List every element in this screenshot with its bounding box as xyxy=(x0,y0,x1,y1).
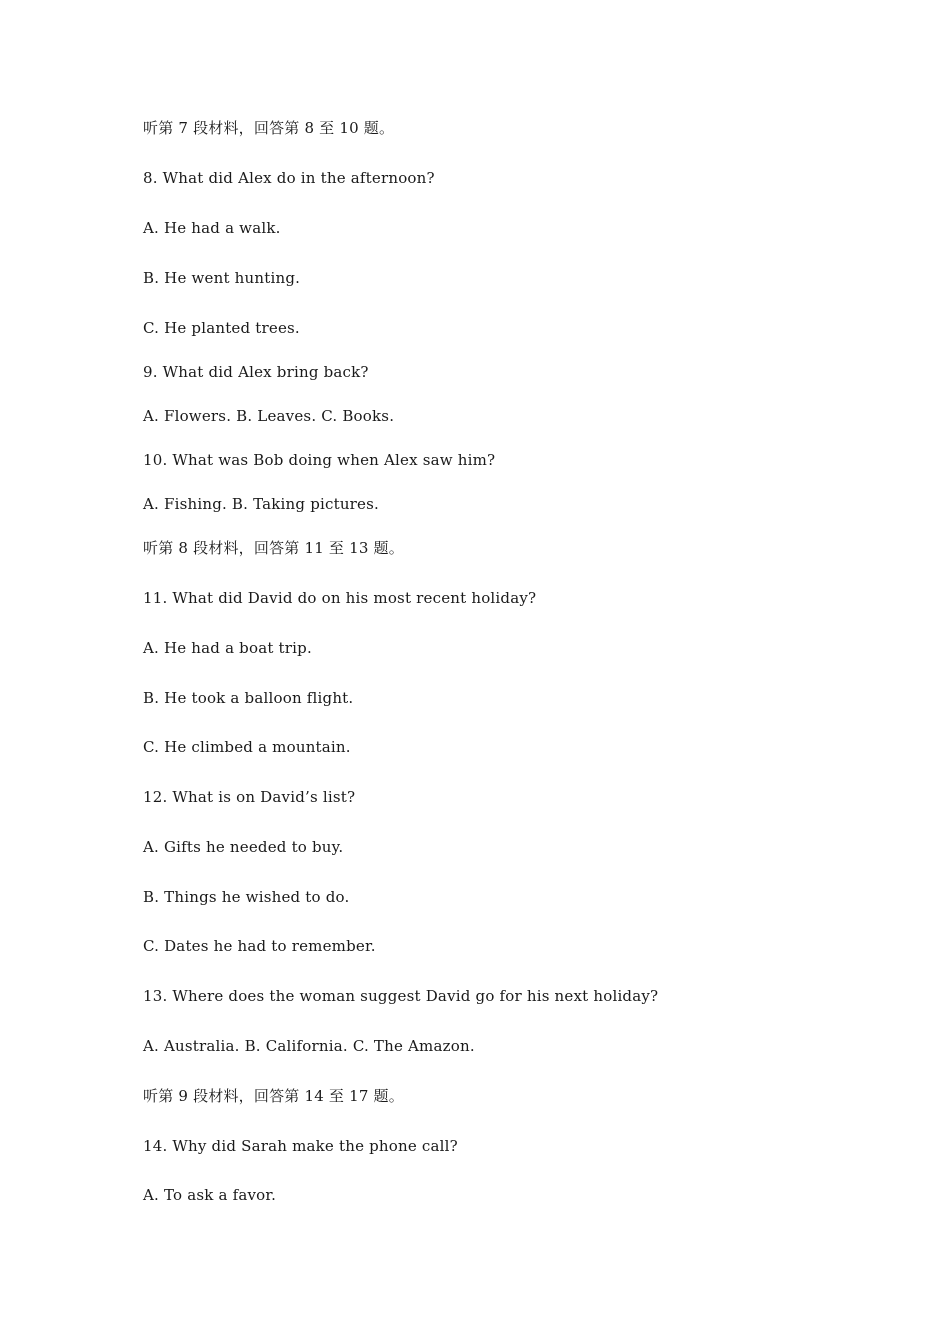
question-11-option-c: C. He climbed a mountain. xyxy=(143,738,351,756)
question-14: 14. Why did Sarah make the phone call? xyxy=(143,1137,458,1155)
section-instruction-9: 听第 9 段材料，回答第 14 至 17 题。 xyxy=(143,1087,404,1105)
question-11-option-b: B. He took a balloon flight. xyxy=(143,689,354,707)
question-11: 11. What did David do on his most recent holiday? xyxy=(143,589,537,607)
question-11-option-a: A. He had a boat trip. xyxy=(143,639,312,657)
question-13: 13. Where does the woman suggest David go for his next holiday? xyxy=(143,987,659,1005)
question-10-options: A. Fishing. B. Taking pictures. xyxy=(143,495,379,513)
question-12-option-a: A. Gifts he needed to buy. xyxy=(143,838,344,856)
question-12-option-b: B. Things he wished to do. xyxy=(143,888,350,906)
question-8-option-b: B. He went hunting. xyxy=(143,269,301,287)
question-8: 8. What did Alex do in the afternoon? xyxy=(143,169,435,187)
section-instruction-7: 听第 7 段材料，回答第 8 至 10 题。 xyxy=(143,119,395,137)
question-13-options: A. Australia. B. California. C. The Amazon. xyxy=(143,1037,475,1055)
question-10: 10. What was Bob doing when Alex saw him? xyxy=(143,451,496,469)
question-8-option-c: C. He planted trees. xyxy=(143,319,300,337)
question-9: 9. What did Alex bring back? xyxy=(143,363,369,381)
question-14-option-a: A. To ask a favor. xyxy=(143,1186,277,1204)
question-9-options: A. Flowers. B. Leaves. C. Books. xyxy=(143,407,395,425)
question-8-option-a: A. He had a walk. xyxy=(143,219,281,237)
question-12-option-c: C. Dates he had to remember. xyxy=(143,937,376,955)
question-12: 12. What is on David’s list? xyxy=(143,788,356,806)
section-instruction-8: 听第 8 段材料，回答第 11 至 13 题。 xyxy=(143,539,404,557)
